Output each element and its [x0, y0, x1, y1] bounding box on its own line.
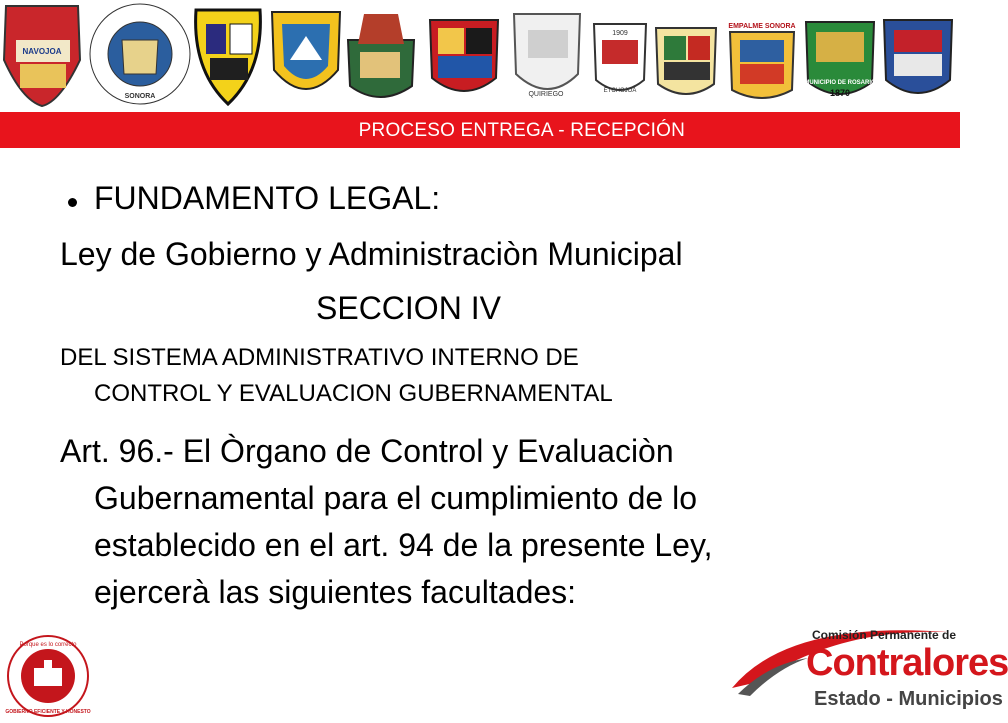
article-line4: ejercerà las siguientes facultades: [94, 574, 577, 610]
article-line1: Art. 96.- El Òrgano de Control y Evaluaciòn [60, 433, 674, 469]
section-subtitle [60, 340, 860, 412]
svg-text:SONORA: SONORA [124, 93, 156, 100]
seal-icon [6, 634, 90, 718]
svg-text:Porque es lo correcto: Porque es lo correcto [19, 642, 77, 648]
crest-cajeme [348, 14, 414, 97]
svg-text:1870: 1870 [829, 88, 851, 98]
crest-navojoa-label: NAVOJOA [22, 47, 62, 56]
article-text [60, 428, 920, 616]
cpc-line2: Contralores [806, 642, 1008, 684]
section-title: SECCION IV [316, 290, 501, 326]
svg-text:GOBIERNO EFICIENTE Y HONESTO: GOBIERNO EFICIENTE Y HONESTO [5, 709, 91, 715]
crest-empalme [728, 23, 795, 98]
crest-hermosillo [430, 20, 498, 91]
crest-row [0, 0, 960, 112]
crest-guaymas [884, 20, 952, 93]
svg-text:MUNICIPIO DE ROSARIO: MUNICIPIO DE ROSARIO [804, 80, 876, 86]
fundamento-heading: FUNDAMENTO LEGAL: [94, 180, 441, 216]
crest-navojoa-2 [272, 12, 340, 89]
crest-alamos [196, 10, 261, 104]
cpc-line3: Estado - Municipios [814, 688, 1003, 710]
crest-huatabampo [656, 28, 716, 94]
svg-text:EMPALME SONORA: EMPALME SONORA [728, 23, 796, 30]
section-subtitle-line2: CONTROL Y EVALUACION GUBERNAMENTAL [94, 380, 613, 407]
crest-san-ignacio [90, 4, 190, 104]
crest-rosario [804, 22, 876, 98]
law-title: Ley de Gobierno y Administraciòn Municipal [60, 236, 683, 272]
crest-navojoa [4, 6, 80, 106]
title-banner [0, 112, 960, 148]
contralores-logo [728, 624, 1008, 716]
government-seal-logo [6, 634, 90, 723]
crest-quiriego [514, 14, 580, 98]
section-subtitle-line1: DEL SISTEMA ADMINISTRATIVO INTERNO DE [60, 344, 579, 371]
cpc-line1: Comisión Permanente de [812, 628, 957, 642]
svg-text:1909: 1909 [612, 30, 628, 37]
svg-text:ETCHOJOA: ETCHOJOA [603, 88, 637, 94]
crest-etchojoa [594, 24, 646, 94]
article-line2: Gubernamental para el cumplimiento de lo [94, 480, 697, 516]
bullet-icon [68, 198, 77, 207]
banner-title: PROCESO ENTREGA - RECEPCIÓN [358, 120, 685, 141]
municipal-crests [0, 0, 960, 112]
article-line3: establecido en el art. 94 de la presente Ley, [94, 527, 713, 563]
svg-text:QUIRIEGO: QUIRIEGO [528, 91, 564, 98]
